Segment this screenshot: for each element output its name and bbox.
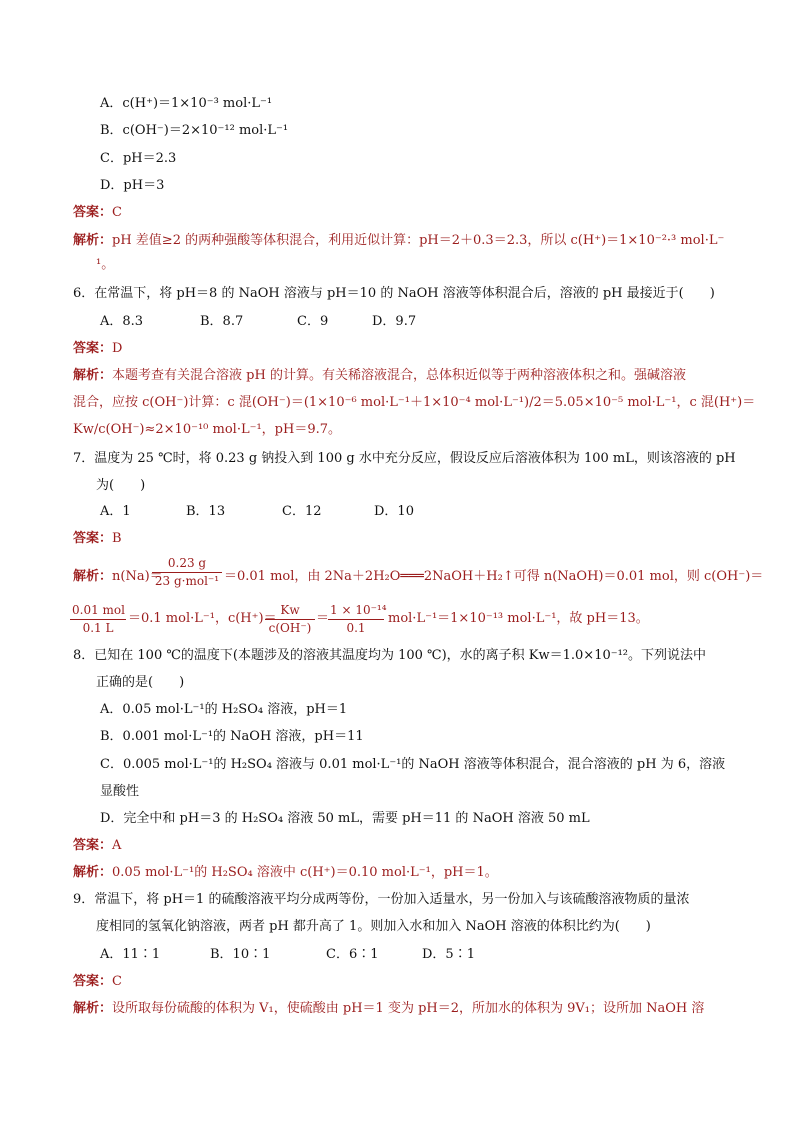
q9-answer bbox=[73, 973, 122, 991]
answer-value: C bbox=[112, 974, 122, 989]
fraction-numerator: Kw bbox=[265, 603, 315, 620]
q8-option-a: A．0.05 mol·L⁻¹的 H₂SO₄ 溶液，pH＝1 bbox=[100, 702, 348, 717]
q7-fraction-value bbox=[328, 603, 387, 636]
answer-label: 答案： bbox=[73, 838, 113, 853]
q7-answer bbox=[73, 530, 122, 548]
q6-analysis-line-1: 解析：本题考查有关混合溶液 pH 的计算。有关稀溶液混合，总体积近似等于两种溶液体积之和。强碱溶液 bbox=[73, 368, 686, 383]
analysis-label: 解析： bbox=[73, 569, 113, 584]
q5-option-a: A．c(H⁺)＝1×10⁻³ mol·L⁻¹ bbox=[100, 96, 273, 111]
q6-option-b: B．8.7 bbox=[200, 314, 244, 329]
q7-fraction-kw bbox=[265, 603, 315, 636]
q9-analysis-line-1: 解析：设所取每份硫酸的体积为 V₁，使硫酸由 pH＝1 变为 pH＝2，所加水的体积为 9V₁；设所加 NaOH 溶 bbox=[73, 1001, 705, 1016]
q8-answer bbox=[73, 837, 121, 855]
q7-analysis-line-2c: mol·L⁻¹＝1×10⁻¹³ mol·L⁻¹，故 pH＝13。 bbox=[388, 611, 649, 626]
q7-stem-line-2: 为( ) bbox=[96, 478, 146, 493]
q7-options bbox=[100, 503, 414, 521]
q5-analysis-line-2: ¹。 bbox=[96, 257, 115, 272]
q6-options bbox=[100, 313, 416, 331]
q9-stem-line-2: 度相同的氢氧化钠溶液，两者 pH 都升高了 1。则加入水和加入 NaOH 溶液的体积比约为( ) bbox=[96, 919, 651, 934]
q6-analysis-line-3: Kw/c(OH⁻)≈2×10⁻¹⁰ mol·L⁻¹，pH＝9.7。 bbox=[73, 422, 341, 437]
analysis-label: 解析： bbox=[73, 368, 113, 383]
q6-option-a: A．8.3 bbox=[100, 314, 144, 329]
q8-option-c-line-2: 显酸性 bbox=[100, 784, 140, 799]
answer-value: A bbox=[112, 838, 122, 853]
answer-value: C bbox=[112, 205, 122, 220]
q9-options bbox=[100, 946, 475, 964]
fraction-denominator: 0.1 L bbox=[82, 621, 114, 635]
analysis-label: 解析： bbox=[73, 865, 113, 880]
q9-option-c: C．6∶1 bbox=[326, 947, 379, 962]
q8-analysis-line-1: 解析：0.05 mol·L⁻¹的 H₂SO₄ 溶液中 c(H⁺)＝0.10 mol·L⁻¹，pH＝1。 bbox=[73, 865, 498, 880]
q8-stem-line-2: 正确的是( ) bbox=[96, 675, 185, 690]
answer-label: 答案： bbox=[73, 341, 113, 356]
analysis-label: 解析： bbox=[73, 233, 113, 248]
answer-value: B bbox=[112, 531, 122, 546]
q7-option-a: A．1 bbox=[100, 504, 131, 519]
q9-option-b: B．10∶1 bbox=[210, 947, 271, 962]
q7-option-d: D．10 bbox=[374, 504, 414, 519]
q7-stem-line-1: 7．温度为 25 ℃时，将 0.23 g 钠投入到 100 g 水中充分反应，假设反应后溶液体积为 100 mL，则该溶液的 pH bbox=[73, 451, 736, 466]
q6-stem: 6．在常温下，将 pH＝8 的 NaOH 溶液与 pH＝10 的 NaOH 溶液等体积混合后，溶液的 pH 最接近于( ) bbox=[73, 286, 715, 301]
q5-option-d: D．pH＝3 bbox=[100, 178, 165, 193]
q8-option-b: B．0.001 mol·L⁻¹的 NaOH 溶液，pH＝11 bbox=[100, 729, 364, 744]
q7-analysis-line-1a: 解析：n(Na)＝ bbox=[73, 569, 163, 584]
q6-option-d: D．9.7 bbox=[372, 314, 417, 329]
analysis-label: 解析： bbox=[73, 1001, 113, 1016]
answer-value: D bbox=[112, 341, 123, 356]
answer-label: 答案： bbox=[73, 531, 113, 546]
q5-answer bbox=[73, 204, 122, 222]
q9-stem-line-1: 9．常温下，将 pH＝1 的硫酸溶液平均分成两等份，一份加入适量水，另一份加入与该硫酸溶液物质的量浓 bbox=[73, 892, 690, 907]
q7-analysis-line-2a: ＝0.1 mol·L⁻¹，c(H⁺)＝ bbox=[128, 611, 277, 626]
q5-option-b: B．c(OH⁻)＝2×10⁻¹² mol·L⁻¹ bbox=[100, 123, 289, 138]
fraction-denominator: 0.1 bbox=[346, 621, 366, 635]
q5-option-c: C．pH＝2.3 bbox=[100, 151, 177, 166]
q6-option-c: C．9 bbox=[297, 314, 329, 329]
q7-analysis-line-1b: ＝0.01 mol，由 2Na＋2H₂O═══2NaOH＋H₂↑可得 n(NaOH)＝0.01 mol，则 c(OH⁻)＝ bbox=[224, 569, 764, 584]
q7-fraction-oh bbox=[70, 603, 126, 636]
fraction-denominator: c(OH⁻) bbox=[268, 621, 312, 635]
q7-option-c: C．12 bbox=[282, 504, 322, 519]
q6-answer bbox=[73, 340, 122, 358]
q9-option-d: D．5∶1 bbox=[422, 947, 475, 962]
q8-stem-line-1: 8．已知在 100 ℃的温度下(本题涉及的溶液其温度均为 100 ℃)，水的离子积 Kw＝1.0×10⁻¹²。下列说法中 bbox=[73, 648, 707, 663]
q7-fraction-na bbox=[152, 556, 222, 589]
q9-option-a: A．11∶1 bbox=[100, 947, 161, 962]
answer-label: 答案： bbox=[73, 974, 113, 989]
q7-option-b: B．13 bbox=[186, 504, 226, 519]
q7-analysis-line-2b: ＝ bbox=[316, 611, 330, 626]
fraction-numerator: 0.01 mol bbox=[70, 603, 126, 620]
q8-option-d: D．完全中和 pH＝3 的 H₂SO₄ 溶液 50 mL，需要 pH＝11 的 NaOH 溶液 50 mL bbox=[100, 811, 590, 826]
q6-analysis-line-2: 混合，应按 c(OH⁻)计算：c 混(OH⁻)＝(1×10⁻⁶ mol·L⁻¹＋1×10⁻⁴ mol·L⁻¹)/2＝5.05×10⁻⁵ mol·L⁻¹，c 混(H⁺)＝ bbox=[73, 395, 756, 410]
fraction-denominator: 23 g·mol⁻¹ bbox=[154, 574, 220, 588]
fraction-numerator: 0.23 g bbox=[152, 556, 222, 573]
fraction-numerator: 1 × 10⁻¹⁴ bbox=[328, 603, 384, 620]
answer-label: 答案： bbox=[73, 205, 113, 220]
q5-analysis-line-1: 解析：pH 差值≥2 的两种强酸等体积混合，利用近似计算：pH＝2＋0.3＝2.3，所以 c(H⁺)＝1×10⁻²·³ mol·L⁻ bbox=[73, 233, 725, 248]
q8-option-c-line-1: C．0.005 mol·L⁻¹的 H₂SO₄ 溶液与 0.01 mol·L⁻¹的 NaOH 溶液等体积混合，混合溶液的 pH 为 6，溶液 bbox=[100, 757, 726, 772]
